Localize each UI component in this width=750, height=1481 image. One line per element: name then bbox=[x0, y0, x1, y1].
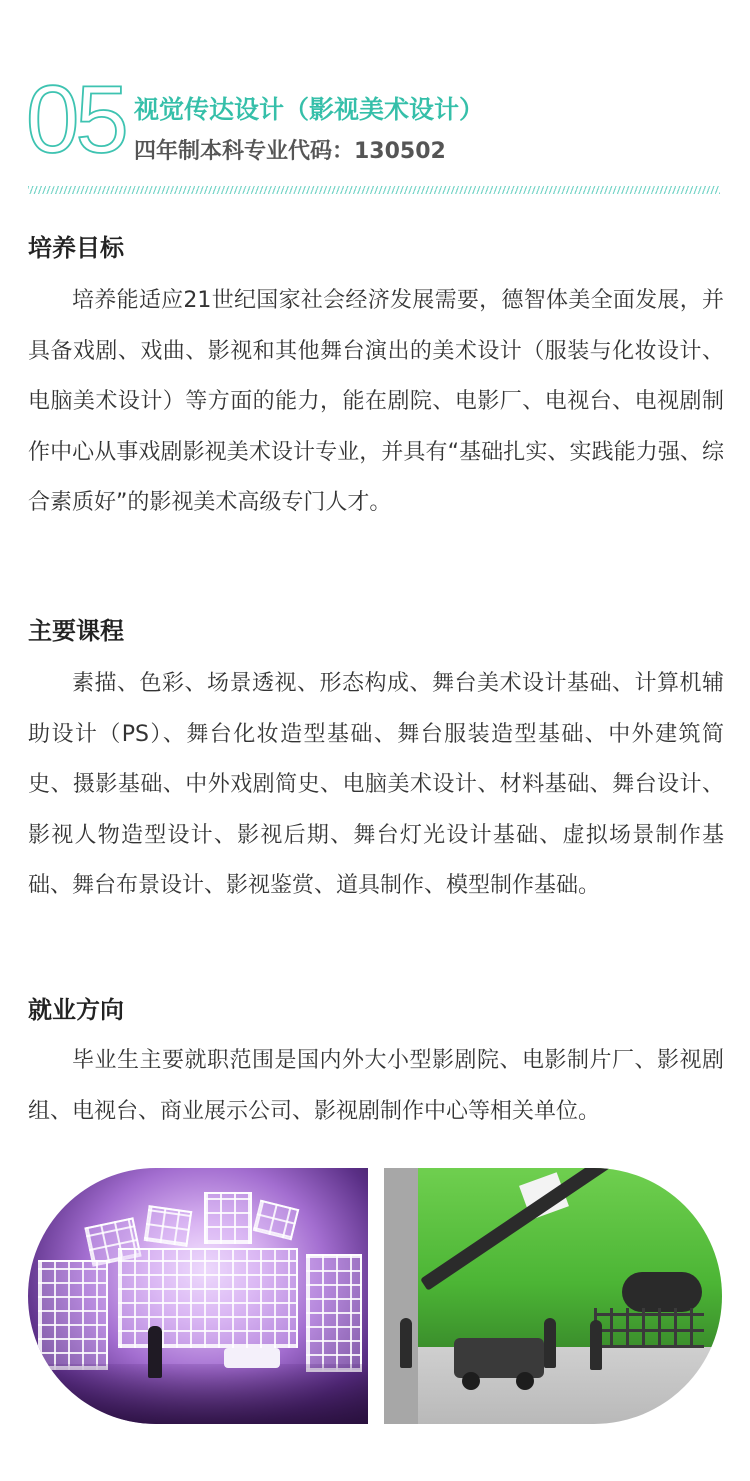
scaffold bbox=[594, 1308, 704, 1348]
major-title: 视觉传达设计（影视美术设计） bbox=[134, 95, 485, 124]
paragraph-main-courses: 素描、色彩、场景透视、形态构成、舞台美术设计基础、计算机辅助设计（PS）、舞台化妆造型基础、舞台服装造型基础、中外建筑简史、摄影基础、中外戏剧简史、电脑美术设计、材料基础、舞台设计、影视人物造型设计、影视后期、舞台灯光设计基础、虚拟场景制作基础、舞台布景设计、影视鉴赏、道具制作、模型制作基础。 bbox=[28, 671, 724, 898]
heading-training-goal: 培养目标 bbox=[28, 234, 124, 262]
major-code: 四年制本科专业代码：130502 bbox=[134, 139, 446, 164]
wheel bbox=[462, 1372, 480, 1390]
crew-member bbox=[400, 1318, 412, 1368]
heading-main-courses: 主要课程 bbox=[28, 617, 124, 645]
lattice-panel bbox=[144, 1205, 193, 1247]
studio-wall bbox=[384, 1168, 418, 1424]
actor-figure bbox=[148, 1326, 162, 1378]
camera-rig bbox=[622, 1272, 702, 1312]
major-header bbox=[26, 66, 728, 174]
paragraph-career-direction: 毕业生主要就职范围是国内外大小型影剧院、电影制片厂、影视剧组、电视台、商业展示公司、影视剧制作中心等相关单位。 bbox=[28, 1048, 724, 1124]
lattice-wall bbox=[38, 1260, 108, 1370]
paragraph-training-goal: 培养能适应21世纪国家社会经济发展需要，德智体美全面发展，并具备戏剧、戏曲、影视和其他舞台演出的美术设计（服装与化妆设计、电脑美术设计）等方面的能力，能在剧院、电影厂、电视台、电视剧制作中心从事戏剧影视美术设计专业，并具有“基础扎实、实践能力强、综合素质好”的影视美术高级专门人才。 bbox=[28, 288, 724, 515]
crew-member bbox=[590, 1320, 602, 1370]
hatched-divider bbox=[28, 186, 720, 194]
film-set-photo bbox=[384, 1168, 722, 1424]
sofa bbox=[224, 1348, 280, 1368]
section-number: 05 bbox=[26, 66, 125, 173]
lattice-wall bbox=[306, 1254, 362, 1372]
stage-floor bbox=[28, 1364, 368, 1424]
lattice-wall bbox=[118, 1248, 298, 1348]
crew-member bbox=[544, 1318, 556, 1368]
lattice-panel bbox=[204, 1192, 252, 1244]
lattice-panel bbox=[253, 1200, 300, 1241]
wheel bbox=[516, 1372, 534, 1390]
stage-design-photo bbox=[28, 1168, 368, 1424]
heading-career-direction: 就业方向 bbox=[28, 996, 124, 1024]
